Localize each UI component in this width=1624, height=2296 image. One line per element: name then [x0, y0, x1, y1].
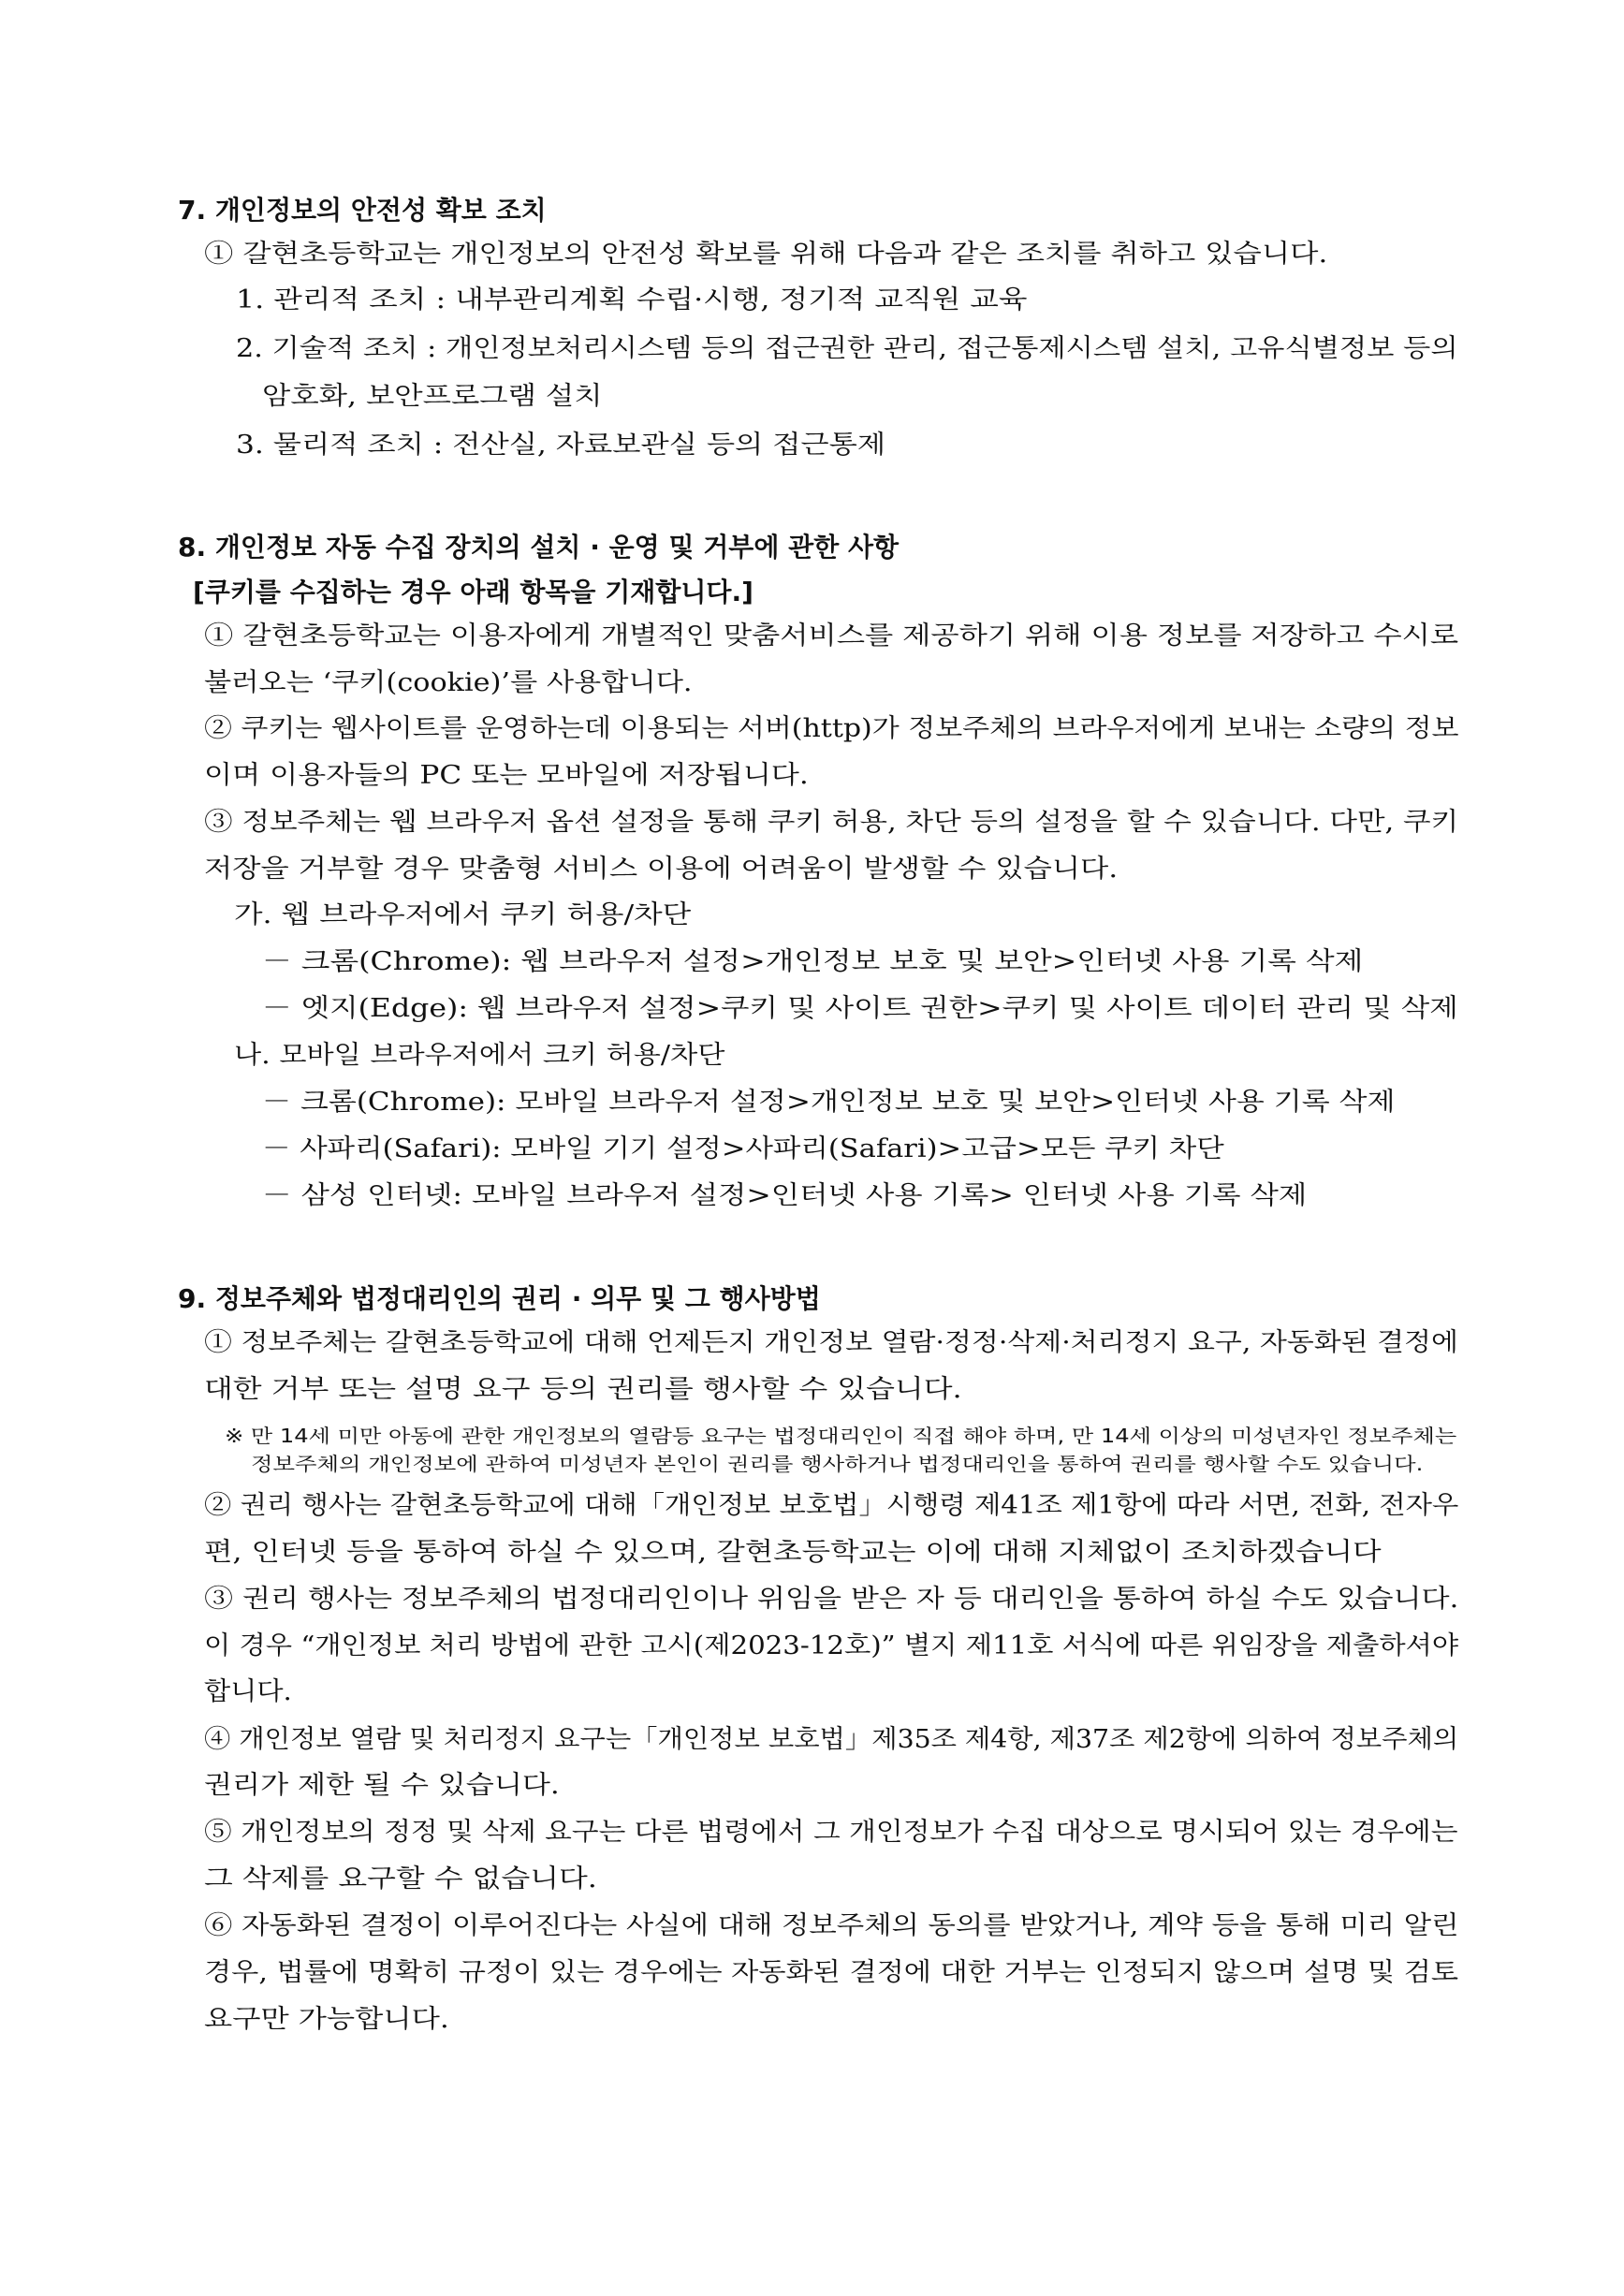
section-9-note: ※ 만 14세 미만 아동에 관한 개인정보의 열람등 요구는 법정대리인이 직접 해야 하며, 만 14세 이상의 미성년자인 정보주체는 — [225, 1425, 1457, 1447]
section-9-line: 그 삭제를 요구할 수 없습니다. — [204, 1865, 597, 1894]
section-7-line: ① 갈현초등학교는 개인정보의 안전성 확보를 위해 다음과 같은 조치를 취하고 있습니다. — [204, 240, 1328, 269]
section-9-line: ② 권리 행사는 갈현초등학교에 대해「개인정보 보호법」시행령 제41조 제1항에 따라 서면, 전화, 전자우 — [204, 1491, 1459, 1520]
section-9-line: 대한 거부 또는 설명 요구 등의 권리를 행사할 수 있습니다. — [204, 1375, 962, 1404]
section-9-line: 이 경우 “개인정보 처리 방법에 관한 고시(제2023-12호)” 별지 제11호 서식에 따른 위임장을 제출하셔야 — [204, 1631, 1459, 1660]
section-8-line: 불러오는 ‘쿠키(cookie)’를 사용합니다. — [204, 668, 693, 697]
section-9-line: 권리가 제한 될 수 있습니다. — [204, 1771, 560, 1800]
section-8-line: 나. 모바일 브라우저에서 크키 허용/차단 — [234, 1041, 725, 1070]
section-8-line: － 삼성 인터넷: 모바일 브라우저 설정>인터넷 사용 기록> 인터넷 사용 기록 삭제 — [262, 1181, 1308, 1210]
section-8-subheading: [쿠키를 수집하는 경우 아래 항목을 기재합니다.] — [193, 577, 753, 607]
section-9-line: ③ 권리 행사는 정보주체의 법정대리인이나 위임을 받은 자 등 대리인을 통하여 하실 수도 있습니다. — [204, 1585, 1459, 1614]
section-8-line: － 사파리(Safari): 모바일 기기 설정>사파리(Safari)>고급>모든 쿠키 차단 — [262, 1134, 1224, 1163]
section-8-line: － 크롬(Chrome): 웹 브라우저 설정>개인정보 보호 및 보안>인터넷 사용 기록 삭제 — [262, 947, 1364, 976]
section-8-line: － 엣지(Edge): 웹 브라우저 설정>쿠키 및 사이트 권한>쿠키 및 사이트 데이터 관리 및 삭제 — [262, 994, 1458, 1023]
section-9-line: 요구만 가능합니다. — [204, 2005, 449, 2034]
section-7-heading: 7. 개인정보의 안전성 확보 조치 — [178, 195, 547, 226]
section-8-line: ③ 정보주체는 웹 브라우저 옵션 설정을 통해 쿠키 허용, 차단 등의 설정을 할 수 있습니다. 다만, 쿠키 — [204, 808, 1459, 837]
section-8-line: 저장을 거부할 경우 맞춤형 서비스 이용에 어려움이 발생할 수 있습니다. — [204, 855, 1119, 884]
section-9-line: ⑥ 자동화된 결정이 이루어진다는 사실에 대해 정보주체의 동의를 받았거나, 계약 등을 통해 미리 알린 — [204, 1911, 1459, 1940]
section-9-line: 편, 인터넷 등을 통하여 하실 수 있으며, 갈현초등학교는 이에 대해 지체없이 조치하겠습니다 — [204, 1538, 1382, 1567]
section-9-line: ④ 개인정보 열람 및 처리정지 요구는「개인정보 보호법」제35조 제4항, 제37조 제2항에 의하여 정보주체의 — [204, 1725, 1459, 1754]
section-8-line: 가. 웹 브라우저에서 쿠키 허용/차단 — [234, 900, 692, 929]
section-9-line: ① 정보주체는 갈현초등학교에 대해 언제든지 개인정보 열람·정정·삭제·처리정지 요구, 자동화된 결정에 — [204, 1328, 1458, 1357]
section-9-line: ⑤ 개인정보의 정정 및 삭제 요구는 다른 법령에서 그 개인정보가 수집 대상으로 명시되어 있는 경우에는 — [204, 1818, 1458, 1847]
section-9-line: 경우, 법률에 명확히 규정이 있는 경우에는 자동화된 결정에 대한 거부는 인정되지 않으며 설명 및 검토 — [204, 1958, 1459, 1987]
section-7-line: 3. 물리적 조치 : 전산실, 자료보관실 등의 접근통제 — [236, 431, 886, 460]
section-9-heading: 9. 정보주체와 법정대리인의 권리 · 의무 및 그 행사방법 — [178, 1283, 821, 1314]
section-9-note: 정보주체의 개인정보에 관하여 미성년자 본인이 권리를 행사하거나 법정대리인을 통하여 권리를 행사할 수도 있습니다. — [251, 1453, 1424, 1475]
section-8-line: 이며 이용자들의 PC 또는 모바일에 저장됩니다. — [204, 761, 809, 790]
section-8-line: ① 갈현초등학교는 이용자에게 개별적인 맞춤서비스를 제공하기 위해 이용 정보를 저장하고 수시로 — [204, 622, 1459, 651]
section-9-line: 합니다. — [204, 1677, 292, 1706]
section-7-line: 2. 기술적 조치 : 개인정보처리시스템 등의 접근권한 관리, 접근통제시스템 설치, 고유식별정보 등의 — [236, 334, 1458, 363]
section-8-heading: 8. 개인정보 자동 수집 장치의 설치 · 운영 및 거부에 관한 사항 — [178, 532, 900, 563]
section-8-line: ② 쿠키는 웹사이트를 운영하는데 이용되는 서버(http)가 정보주체의 브라우저에게 보내는 소량의 정보 — [204, 714, 1459, 743]
section-7-line: 암호화, 보안프로그램 설치 — [262, 382, 603, 411]
section-8-line: － 크롬(Chrome): 모바일 브라우저 설정>개인정보 보호 및 보안>인터넷 사용 기록 삭제 — [262, 1088, 1396, 1117]
section-7-line: 1. 관리적 조치 : 내부관리계획 수립·시행, 정기적 교직원 교육 — [236, 285, 1028, 314]
